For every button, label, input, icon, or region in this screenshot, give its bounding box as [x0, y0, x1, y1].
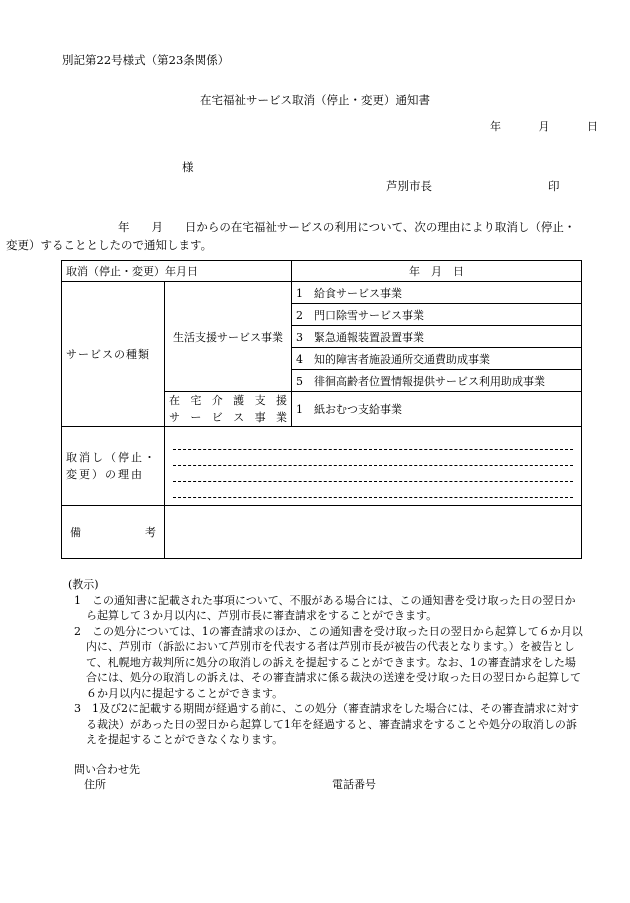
cat2-char: 介 — [211, 394, 223, 407]
instructions — [62, 577, 584, 793]
category-home-care — [165, 392, 292, 427]
body-year: 年 — [118, 220, 130, 234]
reason-line — [173, 482, 573, 498]
reason-label — [62, 427, 165, 506]
phone-label: 電話番号 — [332, 778, 376, 791]
service-item-1-2: 2 門口除雪サービス事業 — [292, 304, 582, 326]
year-label: 年 — [490, 120, 501, 133]
body-rest-1: 日からの在宅福祉サービスの利用について、次の理由により取消し（停止・ — [184, 220, 576, 234]
remarks-char-1: 備 — [70, 526, 81, 539]
remarks-char-2: 考 — [145, 526, 156, 539]
service-table — [61, 260, 582, 559]
service-item-1-5: 5 徘徊高齢者位置情報提供サービス利用助成事業 — [292, 370, 582, 392]
issue-date — [490, 118, 598, 134]
seal-mark: 印 — [548, 179, 560, 193]
cancel-date-value: 年 月 日 — [292, 261, 582, 282]
document-title: 在宅福祉サービス取消（停止・変更）通知書 — [200, 93, 430, 107]
cat2-char: 業 — [275, 411, 287, 424]
notice-body — [6, 218, 582, 254]
service-item-2-1: 1 紙おむつ支給事業 — [292, 392, 582, 427]
cat2-char: 事 — [254, 411, 266, 424]
issuer-mayor: 芦別市長 — [386, 179, 432, 193]
cat2-char: 支 — [254, 394, 266, 407]
service-item-1-4: 4 知的障害者施設通所交通費助成事業 — [292, 348, 582, 370]
cat2-char: 在 — [169, 394, 180, 407]
address-label: 住所 — [84, 778, 106, 791]
reason-label-line-1: 取消し（停止・ — [66, 451, 157, 464]
cat2-char: サ — [169, 411, 180, 424]
cat2-char: 援 — [275, 394, 287, 407]
recipient-suffix: 様 — [182, 160, 194, 174]
cat2-char: 宅 — [190, 394, 202, 407]
remarks-label — [62, 506, 165, 559]
category-life-support: 生活支援サービス事業 — [165, 282, 292, 392]
cat2-char: 護 — [233, 394, 245, 407]
reason-line — [173, 434, 573, 450]
body-rest-2: 変更）することとしたので通知します。 — [6, 238, 213, 252]
service-item-1-3: 3 緊急通報装置設置事業 — [292, 326, 582, 348]
remarks-field[interactable] — [165, 506, 582, 559]
instruction-item: 3 1及び2に記載する期間が経過する前に、この処分（審査請求をした場合には、その審査請求に対する裁決）があった日の翌日から起算して1年を経過すると、審査請求をすることや処分の取消しの訴えを提起することができなくなります。 — [74, 702, 579, 746]
cancel-date-label: 取消（停止・変更）年月日 — [62, 261, 292, 282]
cat2-char: ビ — [211, 411, 223, 424]
form-number-label: 別記第22号様式（第23条関係） — [62, 53, 230, 67]
reason-line — [173, 450, 573, 466]
instruction-item: 1 この通知書に記載された事項について、不服がある場合には、この通知書を受け取った日の翌日から起算して３か月以内に、芦別市長に審査請求をすることができます。 — [74, 593, 576, 622]
address-row — [84, 777, 584, 793]
day-label: 日 — [587, 120, 598, 133]
contact-label: 問い合わせ先 — [74, 762, 140, 776]
reason-line — [173, 466, 573, 482]
service-type-label: サービスの種類 — [62, 282, 165, 427]
cat2-char: ー — [190, 411, 202, 424]
service-item-1-1: 1 給食サービス事業 — [292, 282, 582, 304]
reason-label-line-2: 変更）の理由 — [66, 468, 144, 481]
cat2-char: ス — [233, 411, 245, 424]
instruction-item: 2 この処分については、1の審査請求のほか、この通知書を受け取った日の翌日から起算して６か月以内に、芦別市（訴訟において芦別市を代表する者は芦別市長が被告の代表となります。）を被告として、札幌地方裁判所に処分の取消しの訴えを提起することができます。なお、1の審査請求をした場合には、処分の取消しの訴えは、その審査請求に係る裁決の送達を受け取った日の翌日から起算して６か月以内に提起することができます。 — [74, 624, 583, 700]
body-month: 月 — [151, 220, 163, 234]
instructions-heading: (教示) — [68, 578, 99, 591]
month-label: 月 — [538, 120, 550, 133]
reason-field[interactable] — [165, 427, 582, 506]
